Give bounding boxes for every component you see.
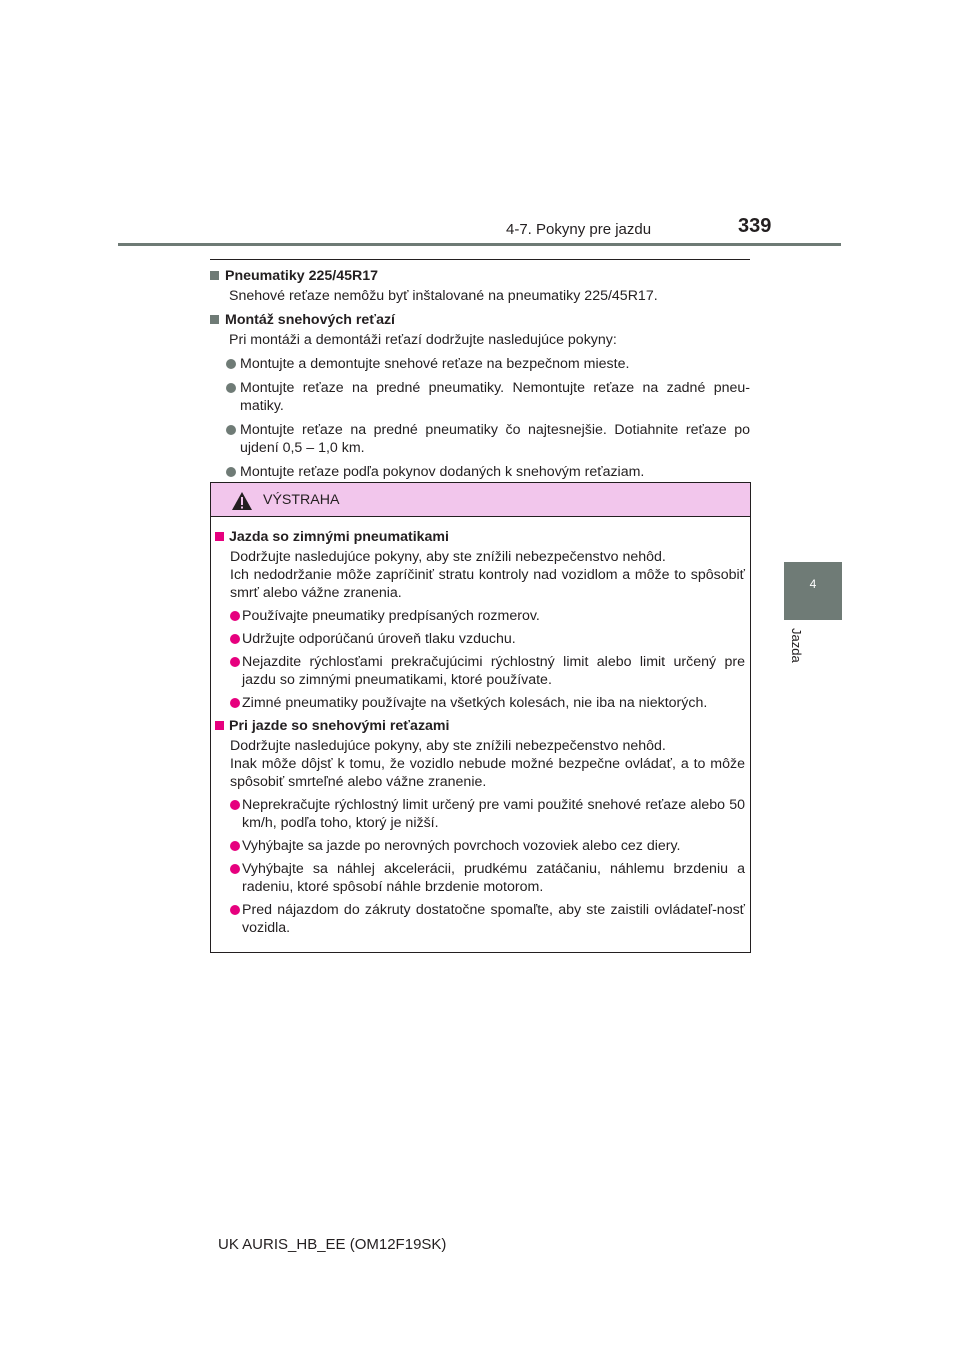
list-item: [215, 837, 745, 855]
section-title-text: Pneumatiky 225/45R17: [225, 268, 379, 284]
list-item: [215, 653, 745, 689]
warning-header: [211, 483, 750, 517]
warning-text: Dodržujte nasledujúce pokyny, aby ste znížili nebezpečenstvo nehôd.: [230, 549, 666, 565]
square-bullet-icon: [210, 271, 219, 280]
list-item-text: Udržujte odporúčanú úroveň tlaku vzduchu.: [242, 631, 516, 647]
footer-model: UK AURIS_HB_EE (OM12F19SK): [218, 1236, 447, 1253]
section-title-text: Montáž snehových reťazí: [225, 312, 395, 328]
circle-bullet-icon: [230, 611, 240, 621]
warning-section-winter-tires: [215, 528, 745, 712]
list-item: [215, 860, 745, 896]
warning-box: [210, 482, 751, 953]
warning-text: Inak môže dôjsť k tomu, že vozidlo nebude možné bezpečne ovládať, a to môže spôsobiť smrteľné alebo vážne zranenie.: [230, 756, 745, 790]
content-rule: [210, 259, 750, 260]
section-text: Pri montáži a demontáži reťazí dodržujte nasledujúce pokyny:: [229, 332, 617, 348]
circle-bullet-icon: [230, 657, 240, 667]
section-chains-mounting: [210, 311, 750, 481]
section-tires: [210, 267, 750, 305]
list-item-text: Montujte reťaze na predné pneumatiky. Nemontujte reťaze na zadné pneu-matiky.: [240, 380, 750, 414]
square-bullet-icon: [215, 532, 224, 541]
section-title: [210, 267, 750, 285]
page-number: 339: [738, 215, 772, 237]
list-item: [215, 607, 745, 625]
circle-bullet-icon: [230, 634, 240, 644]
list-item-text: Neprekračujte rýchlostný limit určený pre vami použité snehové reťaze alebo 50 km/h, podľa toho, ktorý je nižší.: [242, 797, 745, 831]
list-item-text: Používajte pneumatiky predpísaných rozmerov.: [242, 608, 540, 624]
warning-title: VÝSTRAHA: [263, 492, 340, 508]
square-bullet-icon: [215, 721, 224, 730]
circle-bullet-icon: [226, 467, 236, 477]
list-item: [215, 630, 745, 648]
chapter-tab-label: [784, 628, 804, 688]
chapter-tab-number: 4: [809, 577, 817, 591]
main-content: [210, 267, 750, 481]
warning-section-title: [215, 528, 745, 546]
header-rule: [118, 243, 841, 246]
list-item-text: Vyhýbajte sa jazde po nerovných povrchoch vozoviek alebo cez diery.: [242, 838, 681, 854]
list-item-text: Montujte reťaze na predné pneumatiky čo najtesnejšie. Dotiahnite reťaze po ujdení 0,5 – 1,0 km.: [240, 422, 750, 456]
list-item-text: Vyhýbajte sa náhlej akcelerácii, prudkému zatáčaniu, náhlemu brzdeniu a radeniu, ktoré spôsobí náhle brzdenie motorom.: [242, 861, 745, 895]
warning-body: [215, 528, 745, 937]
list-item: [210, 355, 750, 373]
circle-bullet-icon: [226, 359, 236, 369]
section-text: Snehové reťaze nemôžu byť inštalované na pneumatiky 225/45R17.: [229, 288, 658, 304]
warning-section-title-text: Pri jazde so snehovými reťazami: [229, 718, 450, 734]
list-item: [215, 901, 745, 937]
list-item-text: Zimné pneumatiky používajte na všetkých kolesách, nie iba na niektorých.: [242, 695, 708, 711]
warning-section-title-text: Jazda so zimnými pneumatikami: [229, 529, 449, 545]
list-item-text: Pred nájazdom do zákruty dostatočne spomaľte, aby ste zaistili ovládateľ-nosť vozidla.: [242, 902, 745, 936]
list-item-text: Nejazdite rýchlosťami prekračujúcimi rýchlostný limit alebo limit určený pre jazdu so zimnými pneumatikami, ktoré používate.: [242, 654, 745, 688]
circle-bullet-icon: [230, 841, 240, 851]
list-item: [215, 694, 745, 712]
circle-bullet-icon: [230, 905, 240, 915]
chapter-tab-label-text: Jazda: [789, 628, 804, 663]
list-item-text: Montujte a demontujte snehové reťaze na bezpečnom mieste.: [240, 356, 630, 372]
circle-bullet-icon: [230, 800, 240, 810]
warning-triangle-icon: [231, 491, 253, 511]
list-item: [210, 421, 750, 457]
circle-bullet-icon: [230, 698, 240, 708]
list-item: [210, 379, 750, 415]
list-item-text: Montujte reťaze podľa pokynov dodaných k snehovým reťaziam.: [240, 464, 645, 480]
square-bullet-icon: [210, 315, 219, 324]
section-title: [210, 311, 750, 329]
warning-text: Ich nedodržanie môže zapríčiniť stratu kontroly nad vozidlom a môže to spôsobiť smrť alebo vážne zranenia.: [230, 567, 745, 601]
header-section-title: 4-7. Pokyny pre jazdu: [506, 221, 652, 238]
list-item: [210, 463, 750, 481]
list-item: [215, 796, 745, 832]
warning-section-snow-chains: [215, 717, 745, 937]
circle-bullet-icon: [230, 864, 240, 874]
warning-section-title: [215, 717, 745, 735]
circle-bullet-icon: [226, 383, 236, 393]
circle-bullet-icon: [226, 425, 236, 435]
chapter-tab: [784, 562, 842, 620]
warning-text: Dodržujte nasledujúce pokyny, aby ste znížili nebezpečenstvo nehôd.: [230, 738, 666, 754]
